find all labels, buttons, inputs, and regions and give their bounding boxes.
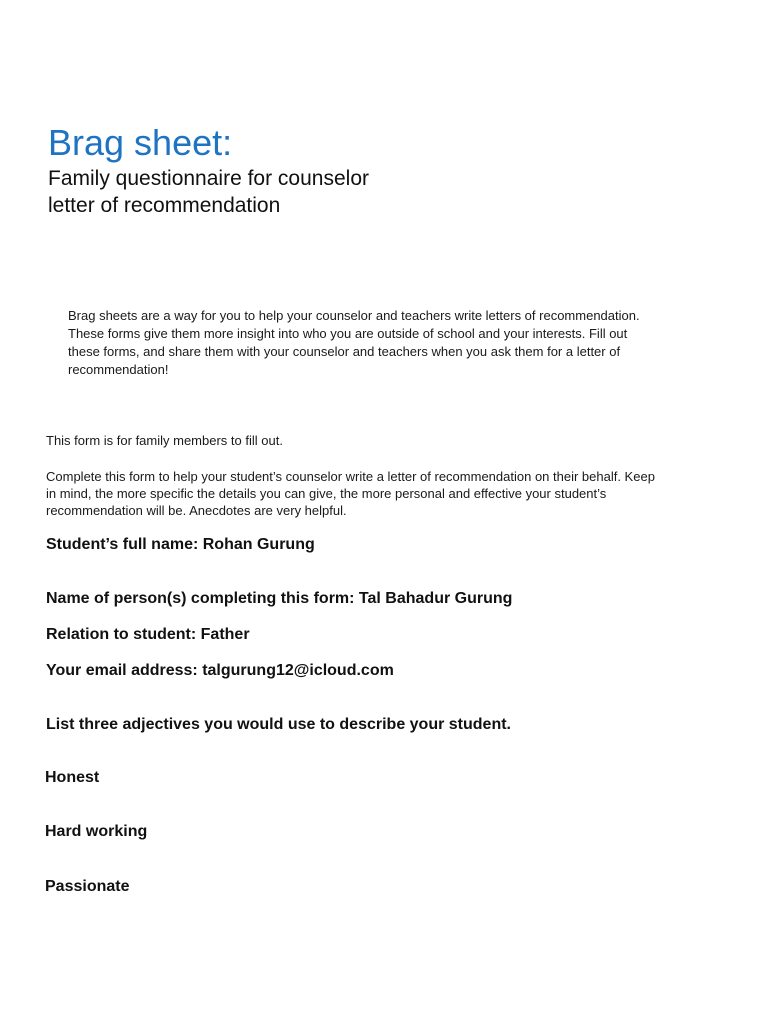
adjective-answer: Hard working	[45, 823, 148, 840]
intro-paragraph	[68, 307, 708, 379]
instructions-line: recommendation will be. Anecdotes are very helpful.	[46, 503, 347, 518]
intro-line: Brag sheets are a way for you to help your counselor and teachers write letters of recommendation.	[68, 308, 640, 323]
instructions-paragraph	[46, 468, 736, 519]
completed-by-field: Name of person(s) completing this form: Tal Bahadur Gurung	[46, 590, 513, 607]
relation-field: Relation to student: Father	[46, 626, 250, 643]
adjective-answer: Honest	[45, 769, 100, 786]
page-subtitle	[48, 165, 568, 219]
adjective-answer: Passionate	[45, 878, 130, 895]
intro-line: These forms give them more insight into who you are outside of school and your interests. Fill out	[68, 326, 628, 341]
page-title: Brag sheet:	[48, 122, 233, 163]
instructions-line: Complete this form to help your student’s counselor write a letter of recommendation on their behalf. Keep	[46, 469, 655, 484]
subtitle-line: Family questionnaire for counselor	[48, 167, 369, 190]
student-name-field: Student’s full name: Rohan Gurung	[46, 536, 315, 553]
email-field: Your email address: talgurung12@icloud.com	[46, 662, 394, 679]
intro-line: recommendation!	[68, 362, 169, 377]
intro-line: these forms, and share them with your counselor and teachers when you ask them for a letter of	[68, 344, 621, 359]
adjectives-prompt: List three adjectives you would use to describe your student.	[46, 716, 511, 733]
instructions-line: in mind, the more specific the details you can give, the more personal and effective your student’s	[46, 486, 607, 501]
family-note: This form is for family members to fill out.	[46, 433, 283, 448]
subtitle-line: letter of recommendation	[48, 194, 281, 217]
